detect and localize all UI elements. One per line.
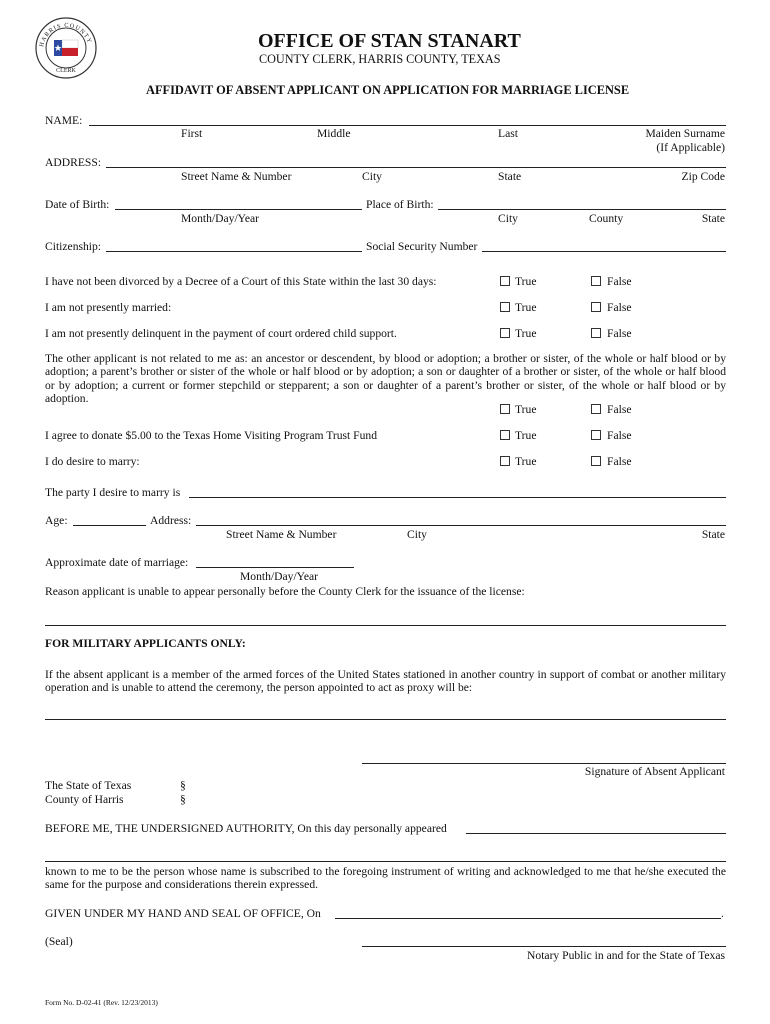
proxy-field-line[interactable] (45, 719, 726, 720)
address-zip-caption: Zip Code (681, 170, 725, 183)
name-maiden-note: (If Applicable) (656, 141, 725, 154)
appeared-name-field-line[interactable] (466, 833, 726, 834)
dob-field-line[interactable] (115, 209, 362, 210)
venue-county: County of Harris (45, 793, 124, 806)
option-false-label: False (607, 301, 632, 314)
statement-donate: I agree to donate $5.00 to the Texas Home Visiting Program Trust Fund (45, 429, 377, 442)
option-false-label: False (607, 327, 632, 340)
reason-label: Reason applicant is unable to appear personally before the County Clerk for the issuance of the license: (45, 585, 525, 598)
party-state-caption: State (701, 528, 725, 541)
age-field-line[interactable] (73, 525, 146, 526)
section-symbol: § (180, 793, 186, 806)
applicant-signature-caption: Signature of Absent Applicant (584, 765, 725, 778)
section-symbol: § (180, 779, 186, 792)
citizenship-label: Citizenship: (45, 240, 102, 253)
appeared-name-continued-line[interactable] (45, 861, 726, 862)
pob-city-caption: City (498, 212, 518, 225)
option-false-label: False (607, 429, 632, 442)
statement-child-support: I am not presently delinquent in the payment of court ordered child support. (45, 327, 397, 340)
option-true-label: True (515, 275, 537, 288)
pob-state-caption: State (701, 212, 725, 225)
party-street-caption: Street Name & Number (226, 528, 337, 541)
checkbox-donate-true[interactable] (500, 430, 510, 440)
svg-text:CLERK: CLERK (56, 68, 76, 74)
party-address-field-line[interactable] (196, 525, 726, 526)
citizenship-field-line[interactable] (106, 251, 362, 252)
military-heading: FOR MILITARY APPLICANTS ONLY: (45, 637, 246, 650)
name-label: NAME: (45, 114, 83, 127)
address-state-caption: State (498, 170, 522, 183)
name-maiden-caption: Maiden Surname (645, 127, 725, 140)
ssn-label: Social Security Number (366, 240, 478, 253)
marriage-date-format-caption: Month/Day/Year (240, 570, 319, 583)
party-address-label: Address: (150, 514, 192, 527)
office-subtitle: COUNTY CLERK, HARRIS COUNTY, TEXAS (259, 52, 501, 66)
address-label: ADDRESS: (45, 156, 102, 169)
option-false-label: False (607, 455, 632, 468)
checkbox-desire-true[interactable] (500, 456, 510, 466)
party-field-line[interactable] (189, 497, 726, 498)
option-true-label: True (515, 429, 537, 442)
acknowledgment-text: known to me to be the person whose name is subscribed to the foregoing instrument of writing and acknowledged to me that he/she executed the same for the purpose and considerations therein expressed. (45, 865, 726, 892)
party-label: The party I desire to marry is (45, 486, 181, 499)
svg-text:HARRIS COUNTY: HARRIS COUNTY (38, 21, 94, 48)
name-last-caption: Last (498, 127, 518, 140)
statement-desire-marry: I do desire to marry: (45, 455, 140, 468)
option-true-label: True (515, 327, 537, 340)
address-street-caption: Street Name & Number (181, 170, 292, 183)
venue-state: The State of Texas (45, 779, 132, 792)
checkbox-divorce-false[interactable] (591, 276, 601, 286)
pob-county-caption: County (589, 212, 624, 225)
checkbox-donate-false[interactable] (591, 430, 601, 440)
checkbox-married-true[interactable] (500, 302, 510, 312)
statement-not-married: I am not presently married: (45, 301, 172, 314)
statement-not-related: The other applicant is not related to me as: an ancestor or descendent, by blood or adoption; a brother or sister, of the whole or half blood or by adoption; a parent’s brother or sister of the whole or half blood or by adoption; a son or daughter of a brother or sister, of the whole or half blood or by adoption; a current or former stepchild or stepparent; a son or daughter of a parent’s brother or sister, of the whole or half blood or by adoption. (45, 352, 726, 406)
checkbox-married-false[interactable] (591, 302, 601, 312)
before-me-text: BEFORE ME, THE UNDERSIGNED AUTHORITY, On this day personally appeared (45, 822, 447, 835)
name-middle-caption: Middle (317, 127, 351, 140)
checkbox-related-false[interactable] (591, 404, 601, 414)
option-true-label: True (515, 455, 537, 468)
option-false-label: False (607, 403, 632, 416)
applicant-signature-line[interactable] (362, 763, 726, 764)
address-city-caption: City (362, 170, 382, 183)
checkbox-desire-false[interactable] (591, 456, 601, 466)
county-clerk-seal-logo (34, 16, 98, 80)
address-field-line[interactable] (106, 167, 726, 168)
statement-not-divorced: I have not been divorced by a Decree of a Court of this State within the last 30 days: (45, 275, 437, 288)
given-under-hand-text: GIVEN UNDER MY HAND AND SEAL OF OFFICE, On (45, 907, 321, 920)
age-label: Age: (45, 514, 68, 527)
form-title: AFFIDAVIT OF ABSENT APPLICANT ON APPLICATION FOR MARRIAGE LICENSE (146, 83, 630, 97)
checkbox-related-true[interactable] (500, 404, 510, 414)
given-date-field-line[interactable] (335, 918, 721, 919)
party-city-caption: City (407, 528, 427, 541)
office-title: OFFICE OF STAN STANART (258, 30, 521, 52)
option-true-label: True (515, 403, 537, 416)
marriage-date-field-line[interactable] (196, 567, 354, 568)
form-number: Form No. D-02-41 (Rev. 12/23/2013) (45, 998, 158, 1007)
pob-field-line[interactable] (438, 209, 726, 210)
seal-label: (Seal) (45, 935, 73, 948)
name-field-line[interactable] (89, 125, 726, 126)
checkbox-support-false[interactable] (591, 328, 601, 338)
checkbox-divorce-true[interactable] (500, 276, 510, 286)
given-period: . (721, 907, 724, 920)
pob-label: Place of Birth: (366, 198, 434, 211)
ssn-field-line[interactable] (482, 251, 726, 252)
dob-label: Date of Birth: (45, 198, 110, 211)
option-true-label: True (515, 301, 537, 314)
checkbox-support-true[interactable] (500, 328, 510, 338)
reason-field-line[interactable] (45, 625, 726, 626)
dob-format-caption: Month/Day/Year (181, 212, 260, 225)
marriage-date-label: Approximate date of marriage: (45, 556, 189, 569)
notary-signature-line[interactable] (362, 946, 726, 947)
name-first-caption: First (181, 127, 203, 140)
notary-signature-caption: Notary Public in and for the State of Texas (527, 949, 725, 962)
military-text: If the absent applicant is a member of the armed forces of the United States stationed in another country in support of combat or another military operation and is unable to attend the ceremony, the person appointed to act as proxy will be: (45, 668, 726, 695)
option-false-label: False (607, 275, 632, 288)
